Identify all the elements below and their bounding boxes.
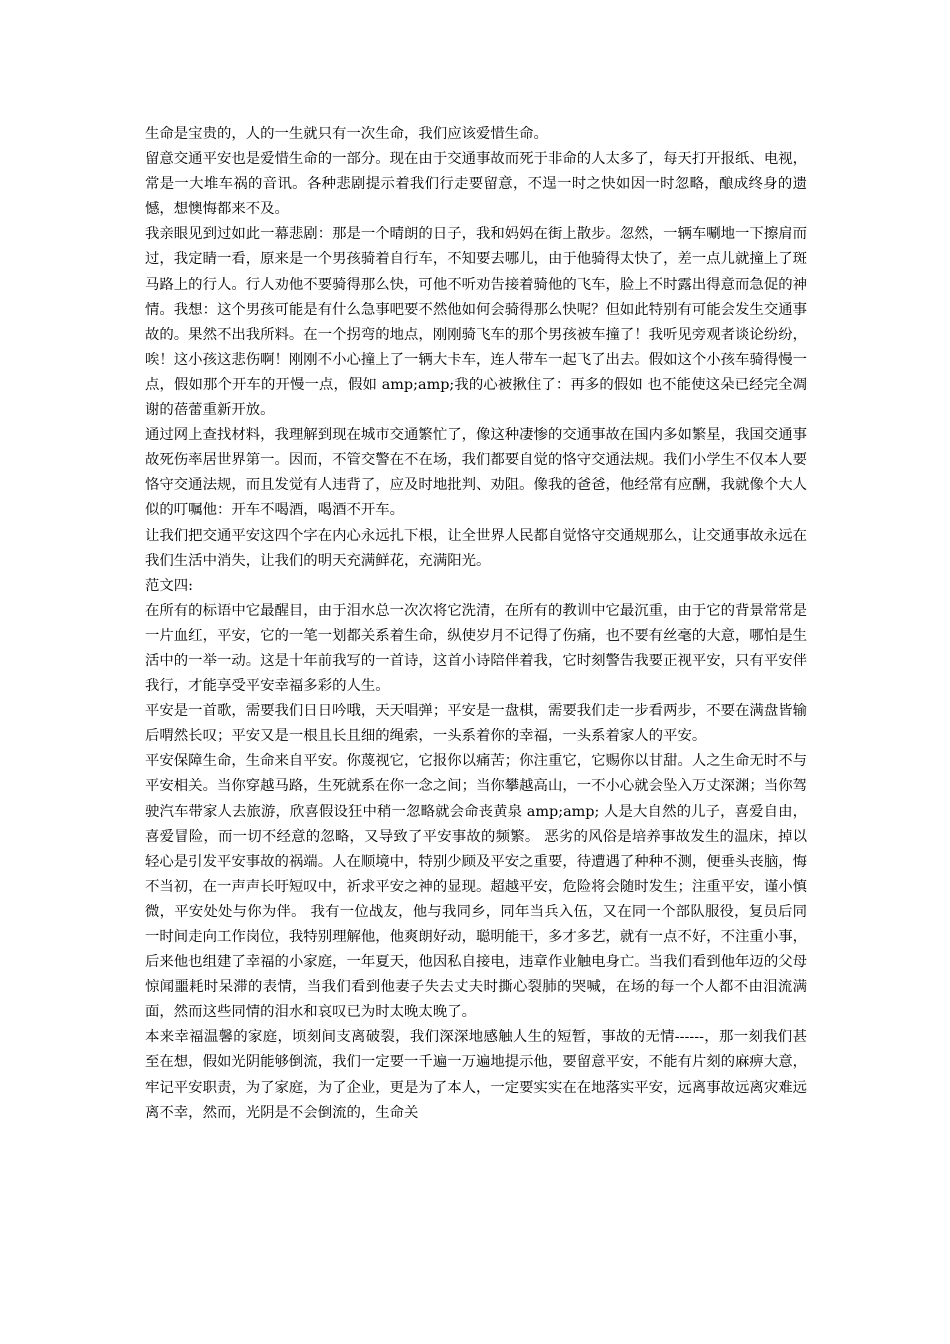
paragraph-cherish-life: 生命是宝贵的，人的一生就只有一次生命，我们应该爱惜生命。 [145, 126, 548, 142]
paragraph-tragedy-story: 我亲眼见到过如此一幕悲剧：那是一个晴朗的日子，我和妈妈在街上散步。忽然，一辆车唰地一下擦肩而过，我定睛一看，原来是一个男孩骑着自行车，不知要去哪儿，由于他骑得太快了，差一点儿就撞上了斑马路上的行人。行人劝他不要骑得那么快，可他不听劝告接着骑他的飞车，脸上不时露出得意而急促的神情。我想：这个男孩可能是有什么急事吧要不然他如何会骑得那么快呢？但如此特别有可能会发生交通事故的。果然不出我所料。在一个拐弯的地点，刚刚骑飞车的那个男孩被车撞了！我听见旁观者谈论纷纷，唉！这小孩这悲伤啊！刚刚不小心撞上了一辆大卡车，连人带车一起飞了出去。假如这个小孩车骑得慢一点，假如那个开车的开慢一点，假如 amp;amp;我的心被揪住了：再多的假如 也不能使这朵已经完全凋谢的蓓蕾重新开放。 [145, 226, 807, 419]
document-body [145, 122, 807, 1126]
paragraph-slogan-poem: 在所有的标语中它最醒目，由于泪水总一次次将它洗清，在所有的教训中它最沉重，由于它的背景常常是一片血红，平安，它的一笔一划都关系着生命，纵使岁月不记得了伤痛，也不要有丝毫的大意，哪怕是生活中的一举一动。这是十年前我写的一首诗，这首小诗陪伴着我，它时刻警告我要正视平安，只有平安伴我行，才能享受平安幸福多彩的人生。 [145, 602, 807, 695]
paragraph-safety-song: 平安是一首歌，需要我们日日吟哦，天天唱弹；平安是一盘棋，需要我们走一步看两步，不要在满盘皆输后喟然长叹；平安又是一根且长且细的绳索，一头系着你的幸福，一头系着家人的平安。 [145, 703, 807, 745]
paragraph-online-research: 通过网上查找材料，我理解到现在城市交通繁忙了，像这种凄惨的交通事故在国内多如繁星，我国交通事故死伤率居世界第一。因而，不管交警在不在场，我们都要自觉的恪守交通法规。我们小学生不仅本人要恪守交通法规，而且发觉有人违背了，应及时地批判、劝阻。像我的爸爸，他经常有应酬，我就像个大人似的叮嘱他：开车不喝酒，喝酒不开车。 [145, 427, 807, 519]
paragraph-safety-protects-life: 平安保障生命，生命来自平安。你蔑视它，它报你以痛苦；你注重它，它赐你以甘甜。人之生命无时不与平安相关。当你穿越马路，生死就系在你一念之间；当你攀越高山，一不小心就会坠入万丈深渊；当你驾驶汽车带家人去旅游，欣喜假设狂中稍一忽略就会命丧黄泉 amp;amp; 人是大自然的儿子，喜爱自由，喜爱冒险，而一切不经意的忽略，又导致了平安事故的频繁。 恶劣的风俗是培养事故发生的温床，掉以轻心是引发平安事故的祸端。人在顺境中，特别少顾及平安之重要，待遭遇了种种不测，便垂头丧脑，悔不当初，在一声声长吁短叹中，祈求平安之神的显现。超越平安，危险将会随时发生；注重平安，谨小慎微，平安处处与你为伴。 我有一位战友，他与我同乡，同年当兵入伍，又在同一个部队服役，复员后同一时间走向工作岗位，我特别理解他，他爽朗好动，聪明能干，多才多艺，就有一点不好，不注重小事，后来他也组建了幸福的小家庭，一年夏天，他因私自接电，违章作业触电身亡。当我们看到他年迈的父母惊闻噩耗时呆滞的表情，当我们看到他妻子失去丈夫时撕心裂肺的哭喊，在场的每一个人都不由泪流满面，然而这些同情的泪水和哀叹已为时太晚太晚了。 [145, 753, 807, 1021]
paragraph-happy-family: 本来幸福温馨的家庭，顷刻间支离破裂，我们深深地感触人生的短暂，事故的无情------，那一刻我们甚至在想，假如光阴能够倒流，我们一定要一千遍一万遍地提示他，要留意平安，不能有片刻的麻痹大意，牢记平安职责，为了家庭，为了企业，更是为了本人，一定要实实在在地落实平安，远离事故远离灾难远离不幸，然而，光阴是不会倒流的，生命关 [145, 1029, 807, 1121]
section-heading-example-four: 范文四: [145, 577, 194, 594]
paragraph-traffic-safety: 留意交通平安也是爱惜生命的一部分。现在由于交通事故而死于非命的人太多了，每天打开报纸、电视，常是一大堆车祸的音讯。各种悲剧提示着我们行走要留意，不逞一时之快如因一时忽略，酿成终身的遗憾，想懊悔都来不及。 [145, 151, 807, 218]
paragraph-call-to-action: 让我们把交通平安这四个字在内心永远扎下根，让全世界人民都自觉恪守交通规那么，让交通事故永远在我们生活中消失，让我们的明天充满鲜花，充满阳光。 [145, 527, 807, 569]
